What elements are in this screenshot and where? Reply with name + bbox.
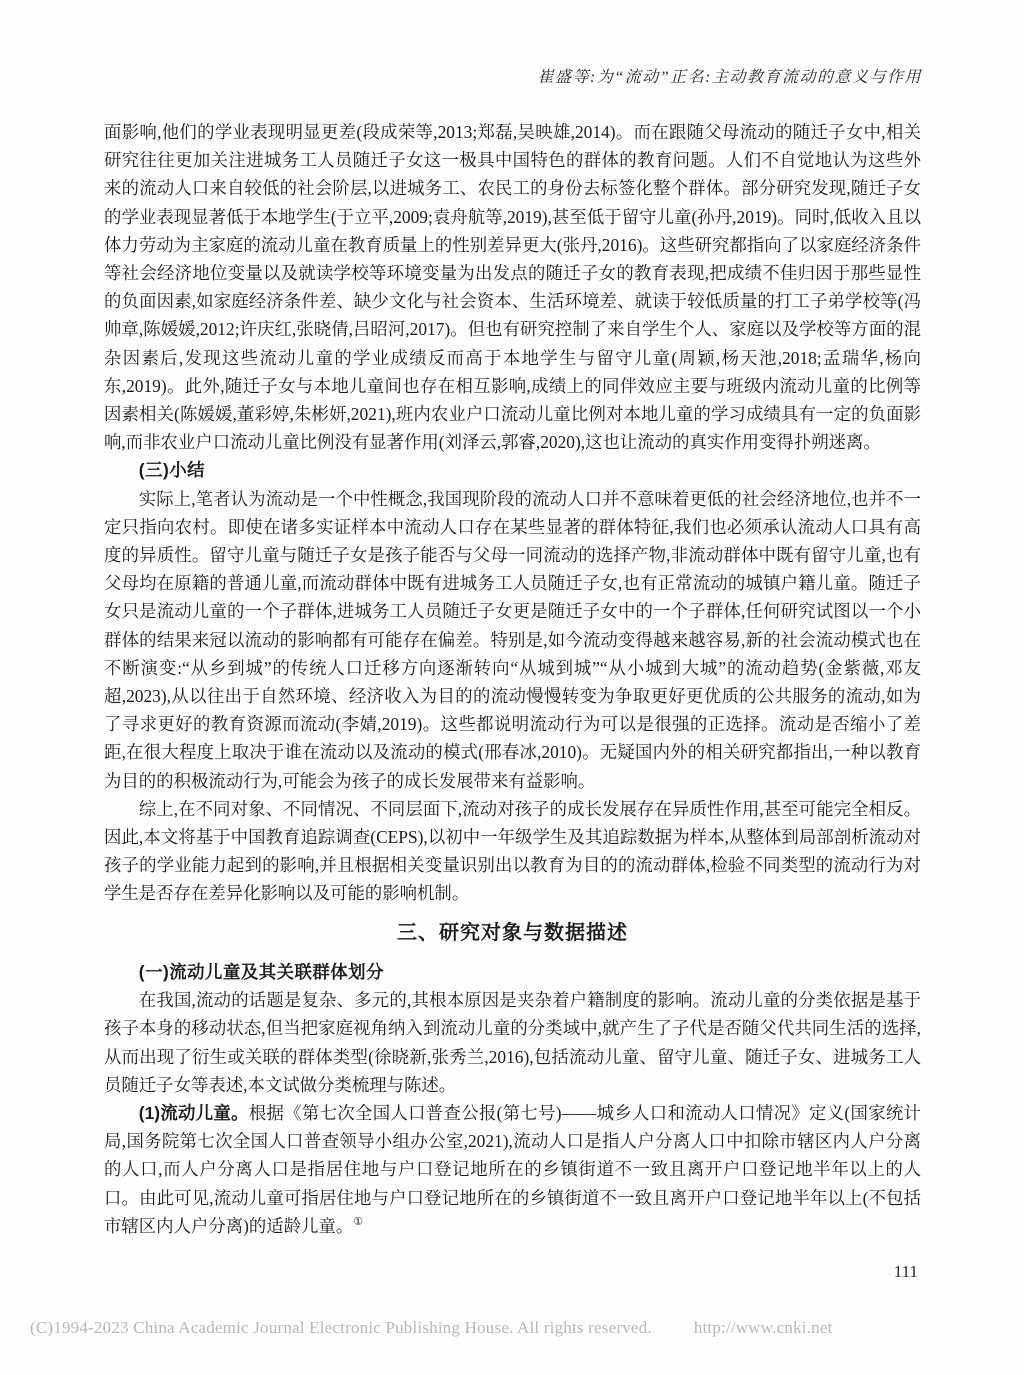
- paragraph-summary-2: 综上,在不同对象、不同情况、不同层面下,流动对孩子的成长发展存在异质性作用,甚至可能完全相反。因此,本文将基于中国教育追踪调查(CEPS),以初中一年级学生及其追踪数据为样本,从整体到局部剖析流动对孩子的学业能力起到的影响,并且根据相关变量识别出以教育为目的的流动群体,检验不同类型的流动行为对学生是否存在差异化影响以及可能的影响机制。: [104, 798, 921, 904]
- paragraph-continuation: 面影响,他们的学业表现明显更差(段成荣等,2013;郑磊,吴映雄,2014)。而在跟随父母流动的随迁子女中,相关研究往往更加关注进城务工人员随迁子女这一极具中国特色的群体的教育问题。人们不自觉地认为这些外来的流动人口来自较低的社会阶层,以进城务工、农民工的身份去标签化整个群体。部分研究发现,随迁子女的学业表现显著低于本地学生(于立平,2009;袁舟航等,2019),甚至低于留守儿童(孙丹,2019)。同时,低收入且以体力劳动为主家庭的流动儿童在教育质量上的性别差异更大(张丹,2016)。这些研究都指向了以家庭经济条件等社会经济地位变量以及就读学校等环境变量为出发点的随迁子女的教育表现,把成绩不佳归因于那些显性的负面因素,如家庭经济条件差、缺少文化与社会资本、生活环境差、就读于较低质量的打工子弟学校等(冯帅章,陈媛媛,2012;许庆红,张晓倩,吕昭河,2017)。但也有研究控制了来自学生个人、家庭以及学校等方面的混杂因素后,发现这些流动儿童的学业成绩反而高于本地学生与留守儿童(周颖,杨天池,2018;孟瑞华,杨向东,2019)。此外,随迁子女与本地儿童间也存在相互影响,成绩上的同伴效应主要与班级内流动儿童的比例等因素相关(陈媛媛,董彩婷,朱彬妍,2021),班内农业户口流动儿童比例对本地儿童的学习成绩具有一定的负面影响,而非农业户口流动儿童比例没有显著作用(刘泽云,郭睿,2020),这也让流动的真实作用变得扑朔迷离。: [104, 122, 921, 453]
- scan-watermark-footer: [30, 1318, 833, 1338]
- article-body: [104, 118, 921, 1240]
- subsection-heading-summary: (三)小结: [138, 460, 206, 481]
- cnki-url: http://www.cnki.net: [693, 1318, 833, 1337]
- definition-lead-label: (1)流动儿童。: [138, 1102, 249, 1123]
- definition-text: 根据《第七次全国人口普查公报(第七号)——城乡人口和流动人口情况》定义(国家统计局,国务院第七次全国人口普查领导小组办公室,2021),流动人口是指人户分离人口中扣除市辖区内人户分离的人口,而人户分离人口是指居住地与户口登记地所在的乡镇街道不一致且离开户口登记地半年以上的人口。由此可见,流动儿童可指居住地与户口登记地所在的乡镇街道不一致且离开户口登记地半年以上(不包括市辖区内人户分离)的适龄儿童。: [104, 1102, 921, 1236]
- paragraph-definition: [104, 1099, 921, 1240]
- subsection-heading-migrant-children: (一)流动儿童及其关联群体划分: [138, 961, 384, 982]
- footnote-marker-1: ①: [353, 1215, 364, 1228]
- page-number: 111: [893, 1262, 918, 1281]
- paragraph-summary-1: 实际上,笔者认为流动是一个中性概念,我国现阶段的流动人口并不意味着更低的社会经济地位,也并不一定只指向农村。即使在诸多实证样本中流动人口存在某些显著的群体特征,我们也必须承认流动人口具有高度的异质性。留守儿童与随迁子女是孩子能否与父母一同流动的选择产物,非流动群体中既有留守儿童,也有父母均在原籍的普通儿童,而流动群体中既有进城务工人员随迁子女,也有正常流动的城镇户籍儿童。随迁子女只是流动儿童的一个子群体,进城务工人员随迁子女更是随迁子女中的一个子群体,任何研究试图以一个小群体的结果来冠以流动的影响都有可能存在偏差。特别是,如今流动变得越来越容易,新的社会流动模式也在不断演变:“从乡到城”的传统人口迁移方向逐渐转向“从城到城”“从小城到大城”的流动趋势(金紫薇,邓友超,2023),从以往出于自然环境、经济收入为目的的流动慢慢转变为争取更好更优质的公共服务的流动,如为了寻求更好的教育资源而流动(李婧,2019)。这些都说明流动行为可以是很强的正选择。流动是否缩小了差距,在很大程度上取决于谁在流动以及流动的模式(邢春冰,2010)。无疑国内外的相关研究都指出,一种以教育为目的的积极流动行为,可能会为孩子的成长发展带来有益影响。: [104, 488, 921, 791]
- copyright-text: (C)1994-2023 China Academic Journal Electronic Publishing House. All rights reserved.: [30, 1318, 652, 1337]
- section-heading-research-objects: 三、研究对象与数据描述: [397, 921, 628, 944]
- paragraph-classification: 在我国,流动的话题是复杂、多元的,其根本原因是夹杂着户籍制度的影响。流动儿童的分类依据是基于孩子本身的移动状态,但当把家庭视角纳入到流动儿童的分类域中,就产生了子代是否随父代共同生活的选择,从而出现了衍生或关联的群体类型(徐晓新,张秀兰,2016),包括流动儿童、留守儿童、随迁子女、进城务工人员随迁子女等表述,本文试做分类梳理与陈述。: [104, 990, 921, 1095]
- running-header: 崔盛等:为“流动”正名:主动教育流动的意义与作用: [537, 69, 922, 86]
